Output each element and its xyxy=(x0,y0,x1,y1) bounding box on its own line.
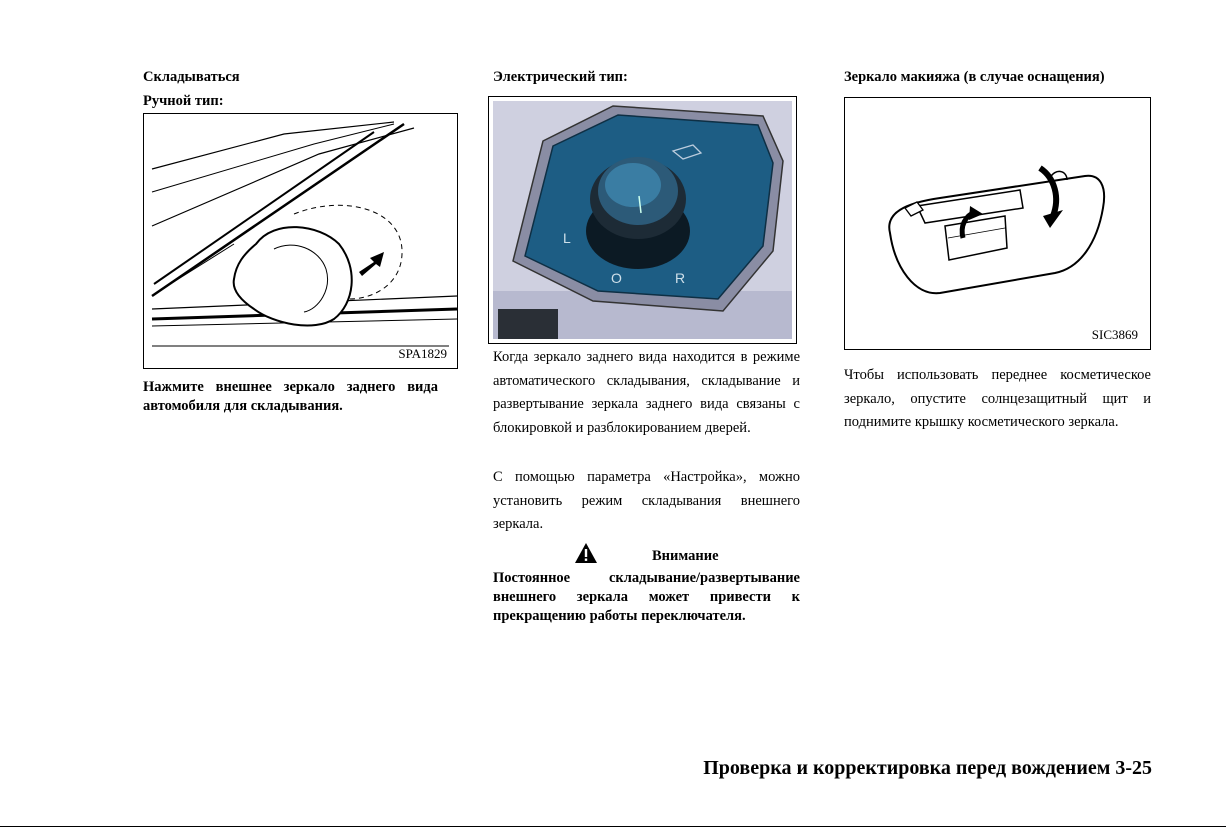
bottom-rule xyxy=(0,826,1226,827)
subheading-manual: Ручной тип: xyxy=(143,93,224,109)
warning-title: Внимание xyxy=(652,548,719,564)
paragraph-vanity-mirror: Чтобы использовать переднее косметическое зеркало, опустите солнцезащитный щит и поднимите крышку косметического зеркала. xyxy=(844,367,1151,430)
page-footer: Проверка и корректировка перед вождением 3-25 xyxy=(703,757,1152,779)
mirror-switch-photo xyxy=(493,101,792,339)
paragraph-settings: С помощью параметра «Настройка», можно установить режим складывания внешнего зеркала. xyxy=(493,469,800,532)
switch-label-right: R xyxy=(675,270,686,286)
figure-vanity-mirror xyxy=(844,97,1151,350)
section-heading-electric: Электрический тип: xyxy=(493,69,628,85)
sun-visor-illustration xyxy=(845,98,1150,349)
warning-text: Постоянное складывание/развертывание внешнего зеркала может привести к прекращению работы переключателя. xyxy=(493,570,800,624)
mirror-fold-illustration xyxy=(144,114,457,368)
paragraph-auto-fold: Когда зеркало заднего вида находится в режиме автоматического складывания, складывание и развертывание зеркала заднего вида связаны с блокировкой и разблокированием дверей. xyxy=(493,349,800,436)
figure-electric-switch xyxy=(488,96,797,344)
section-heading-vanity-mirror: Зеркало макияжа (в случае оснащения) xyxy=(844,69,1105,85)
figure-code-spa1829: SPA1829 xyxy=(398,346,447,361)
figure-code-sic3869: SIC3869 xyxy=(1091,327,1138,342)
caption-manual-fold: Нажмите внешнее зеркало заднего вида автомобиля для складывания. xyxy=(143,379,438,414)
warning-icon xyxy=(574,542,600,566)
switch-label-left: L xyxy=(563,230,571,246)
switch-label-center: O xyxy=(611,270,622,286)
section-heading-fold: Складываться xyxy=(143,69,240,85)
figure-manual-fold xyxy=(143,113,458,369)
